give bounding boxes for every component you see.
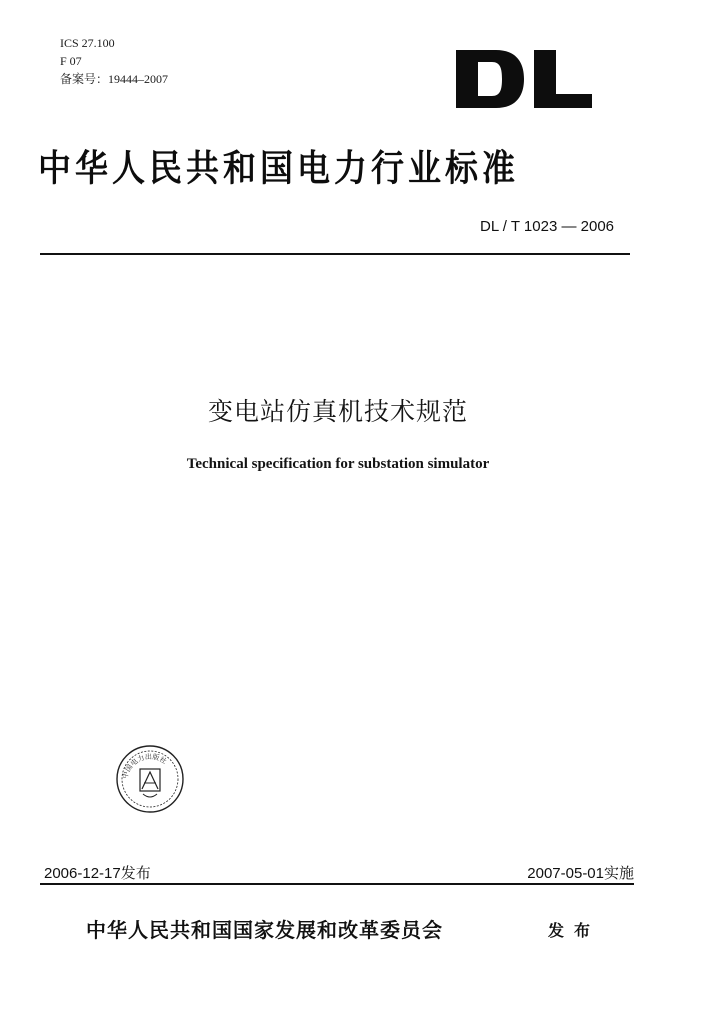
issuing-authority: 中华人民共和国国家发展和改革委员会 [86, 918, 443, 942]
publisher-seal-icon [113, 742, 187, 816]
dl-logo [452, 48, 594, 110]
document-title-chinese: 变电站仿真机技术规范 [207, 397, 468, 426]
ics-code: ICS 27.100 [60, 36, 115, 50]
classification-block [60, 34, 168, 88]
implementation-date: 2007-05-01实施 [527, 865, 634, 882]
header-divider [40, 253, 630, 255]
logo-letter-d [456, 50, 524, 108]
document-title-english: Technical specification for substation simulator [186, 456, 490, 472]
footer-divider [40, 883, 634, 885]
filing-number: 备案号：19444–2007 [60, 72, 169, 86]
issue-date: 2006-12-17发布 [44, 865, 151, 882]
logo-letter-l [534, 50, 592, 108]
standard-series-title: 中华人民共和国电力行业标准 [38, 146, 519, 190]
svg-text:中国电力出版社: 中国电力出版社 [121, 752, 168, 780]
standard-number: DL / T 1023 — 2006 [480, 218, 614, 235]
category-code: F 07 [60, 54, 82, 68]
issue-action-label: 发布 [548, 921, 601, 940]
